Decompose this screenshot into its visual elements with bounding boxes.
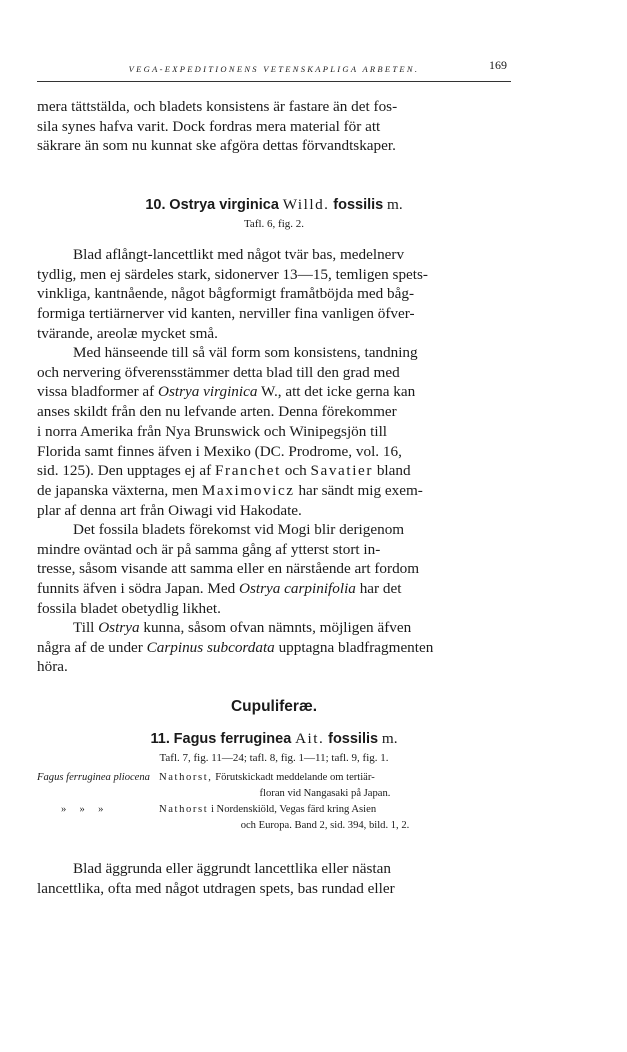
text-line bbox=[37, 638, 511, 658]
species-author: Ait. bbox=[295, 730, 325, 747]
text-line: Blad aflångt-lancettlikt med något tvär bas, medelnerv bbox=[73, 246, 405, 263]
description-paragraph bbox=[37, 859, 511, 898]
text-run: sid. 125). Den upptages ej af bbox=[37, 462, 212, 480]
text-run: vissa bladformer af bbox=[37, 383, 155, 401]
intro-paragraph bbox=[37, 97, 511, 156]
text-line: mindre oväntad och är på samma gång af ytterst stort in- bbox=[37, 540, 381, 558]
section-11-heading bbox=[37, 730, 511, 748]
text-line: säkrare än som nu kunnat ske afgöra dettas förvandtskaper. bbox=[37, 137, 396, 155]
text-line: mera tättstälda, och bladets konsistens är fastare än det fos- bbox=[37, 98, 398, 115]
text-line: tydlig, men ej särdeles stark, sidonerver 13—15, temligen spets- bbox=[37, 265, 428, 283]
text-line: Florida samt finnes äfven i Mexiko (DC. Prodrome, vol. 16, bbox=[37, 442, 402, 460]
synonymy-references bbox=[37, 770, 511, 834]
text-line: tvärande, areolæ mycket små. bbox=[37, 324, 218, 342]
text-line bbox=[37, 579, 511, 599]
author-spaced: Franchet bbox=[215, 462, 281, 480]
page-number: 169 bbox=[489, 58, 507, 72]
text-line: sila synes hafva varit. Dock fordras mera material för att bbox=[37, 117, 381, 135]
text-line: anses skildt från den nu lefvande arten. Denna förekommer bbox=[37, 403, 397, 421]
species-author: Willd. bbox=[282, 196, 330, 213]
section-number: 10. bbox=[145, 197, 166, 213]
text-line bbox=[37, 618, 511, 638]
species-name: Fagus ferruginea bbox=[173, 731, 292, 747]
text-line: lancettlika, ofta med något utdragen spets, bas rundad eller bbox=[37, 879, 395, 897]
text-run: i Nordenskiöld, Vegas färd kring Asien bbox=[210, 804, 377, 815]
reference-entry bbox=[37, 770, 511, 786]
text-line bbox=[37, 481, 511, 501]
fossilis-label: fossilis bbox=[333, 197, 384, 213]
author-spaced: Savatier bbox=[310, 462, 374, 480]
text-run: har sändt mig exem- bbox=[298, 481, 423, 499]
text-line: plar af denna art från Oiwagi vid Hakodate. bbox=[37, 501, 302, 519]
fossilis-label: fossilis bbox=[328, 731, 379, 747]
text-line: fossila bladet obetydlig likhet. bbox=[37, 599, 221, 617]
text-line: vinkliga, kantnående, något bågformigt framåtböjda med båg- bbox=[37, 285, 415, 303]
text-run: upptagna bladfragmenten bbox=[278, 638, 434, 656]
taxon-italic: Ostrya bbox=[98, 619, 140, 636]
text-run: de japanska växterna, men bbox=[37, 481, 199, 499]
text-line: och nervering öfverensstämmer detta blad till den grad med bbox=[37, 363, 400, 381]
author-spaced: Maximovicz bbox=[201, 481, 295, 499]
running-header bbox=[37, 64, 511, 80]
text-line: höra. bbox=[37, 658, 68, 676]
text-run: W., att det icke gerna kan bbox=[261, 383, 416, 401]
text-run: har det bbox=[359, 580, 402, 598]
text-line bbox=[37, 382, 511, 402]
text-line: tresse, såsom visande att samma eller en närstående art fordom bbox=[37, 560, 420, 578]
taxon-italic: Carpinus subcordata bbox=[146, 638, 275, 656]
header-rule bbox=[37, 81, 511, 82]
occurrence-paragraph bbox=[37, 520, 511, 619]
plate-reference: Tafl. 6, fig. 2. bbox=[243, 218, 305, 230]
plate-reference: Tafl. 7, fig. 11—24; tafl. 8, fig. 1—11; tafl. 9, fig. 1. bbox=[159, 752, 389, 764]
text-line: i norra Amerika från Nya Brunswick och Winipegsjön till bbox=[37, 422, 388, 440]
taxon-italic: Ostrya virginica bbox=[158, 383, 258, 401]
author-spaced: Nathorst, bbox=[159, 772, 213, 783]
text-run: Till bbox=[73, 619, 95, 636]
text-run: några af de under bbox=[37, 638, 143, 656]
suffix: m. bbox=[387, 196, 403, 213]
text-line: Med hänseende till så väl form som konsistens, tandning bbox=[73, 344, 418, 361]
text-line: Blad äggrunda eller äggrundt lancettlika eller nästan bbox=[73, 860, 391, 877]
text-line: formiga tertiärnerver vid kanten, nerviller fina vanligen öfver- bbox=[37, 305, 415, 323]
taxon-italic: Ostrya carpinifolia bbox=[239, 580, 356, 598]
section-10-heading bbox=[37, 196, 511, 214]
description-paragraph bbox=[37, 245, 511, 344]
reference-text bbox=[159, 802, 511, 818]
section-number: 11. bbox=[150, 731, 170, 747]
reference-continuation: och Europa. Band 2, sid. 394, bild. 1, 2. bbox=[240, 820, 410, 831]
reference-text bbox=[159, 770, 511, 786]
text-run: funnits äfven i södra Japan. Med bbox=[37, 580, 236, 598]
text-run: och bbox=[284, 462, 307, 480]
species-name: Ostrya virginica bbox=[169, 197, 279, 213]
reference-taxon bbox=[37, 770, 159, 786]
taxon-italic: Fagus ferruginea pliocena bbox=[37, 772, 150, 783]
text-line bbox=[37, 461, 511, 481]
family-name: Cupuliferæ. bbox=[230, 698, 318, 715]
comparison-paragraph bbox=[37, 343, 511, 520]
family-heading bbox=[37, 698, 511, 716]
text-run: Förutskickadt meddelande om tertiär- bbox=[215, 772, 375, 783]
suffix: m. bbox=[381, 730, 398, 747]
reference-entry bbox=[37, 802, 511, 818]
reference-continuation: floran vid Nangasaki på Japan. bbox=[259, 788, 391, 799]
ditto-marks: » » » bbox=[61, 804, 104, 815]
text-line: Det fossila bladets förekomst vid Mogi blir derigenom bbox=[73, 521, 405, 538]
text-run: bland bbox=[376, 462, 411, 480]
note-paragraph bbox=[37, 618, 511, 677]
running-title: VEGA-EXPEDITIONENS VETENSKAPLIGA ARBETEN. bbox=[128, 64, 420, 74]
text-run: kunna, såsom ofvan nämnts, möjligen äfven bbox=[143, 619, 412, 636]
author-spaced: Nathorst bbox=[159, 804, 209, 815]
